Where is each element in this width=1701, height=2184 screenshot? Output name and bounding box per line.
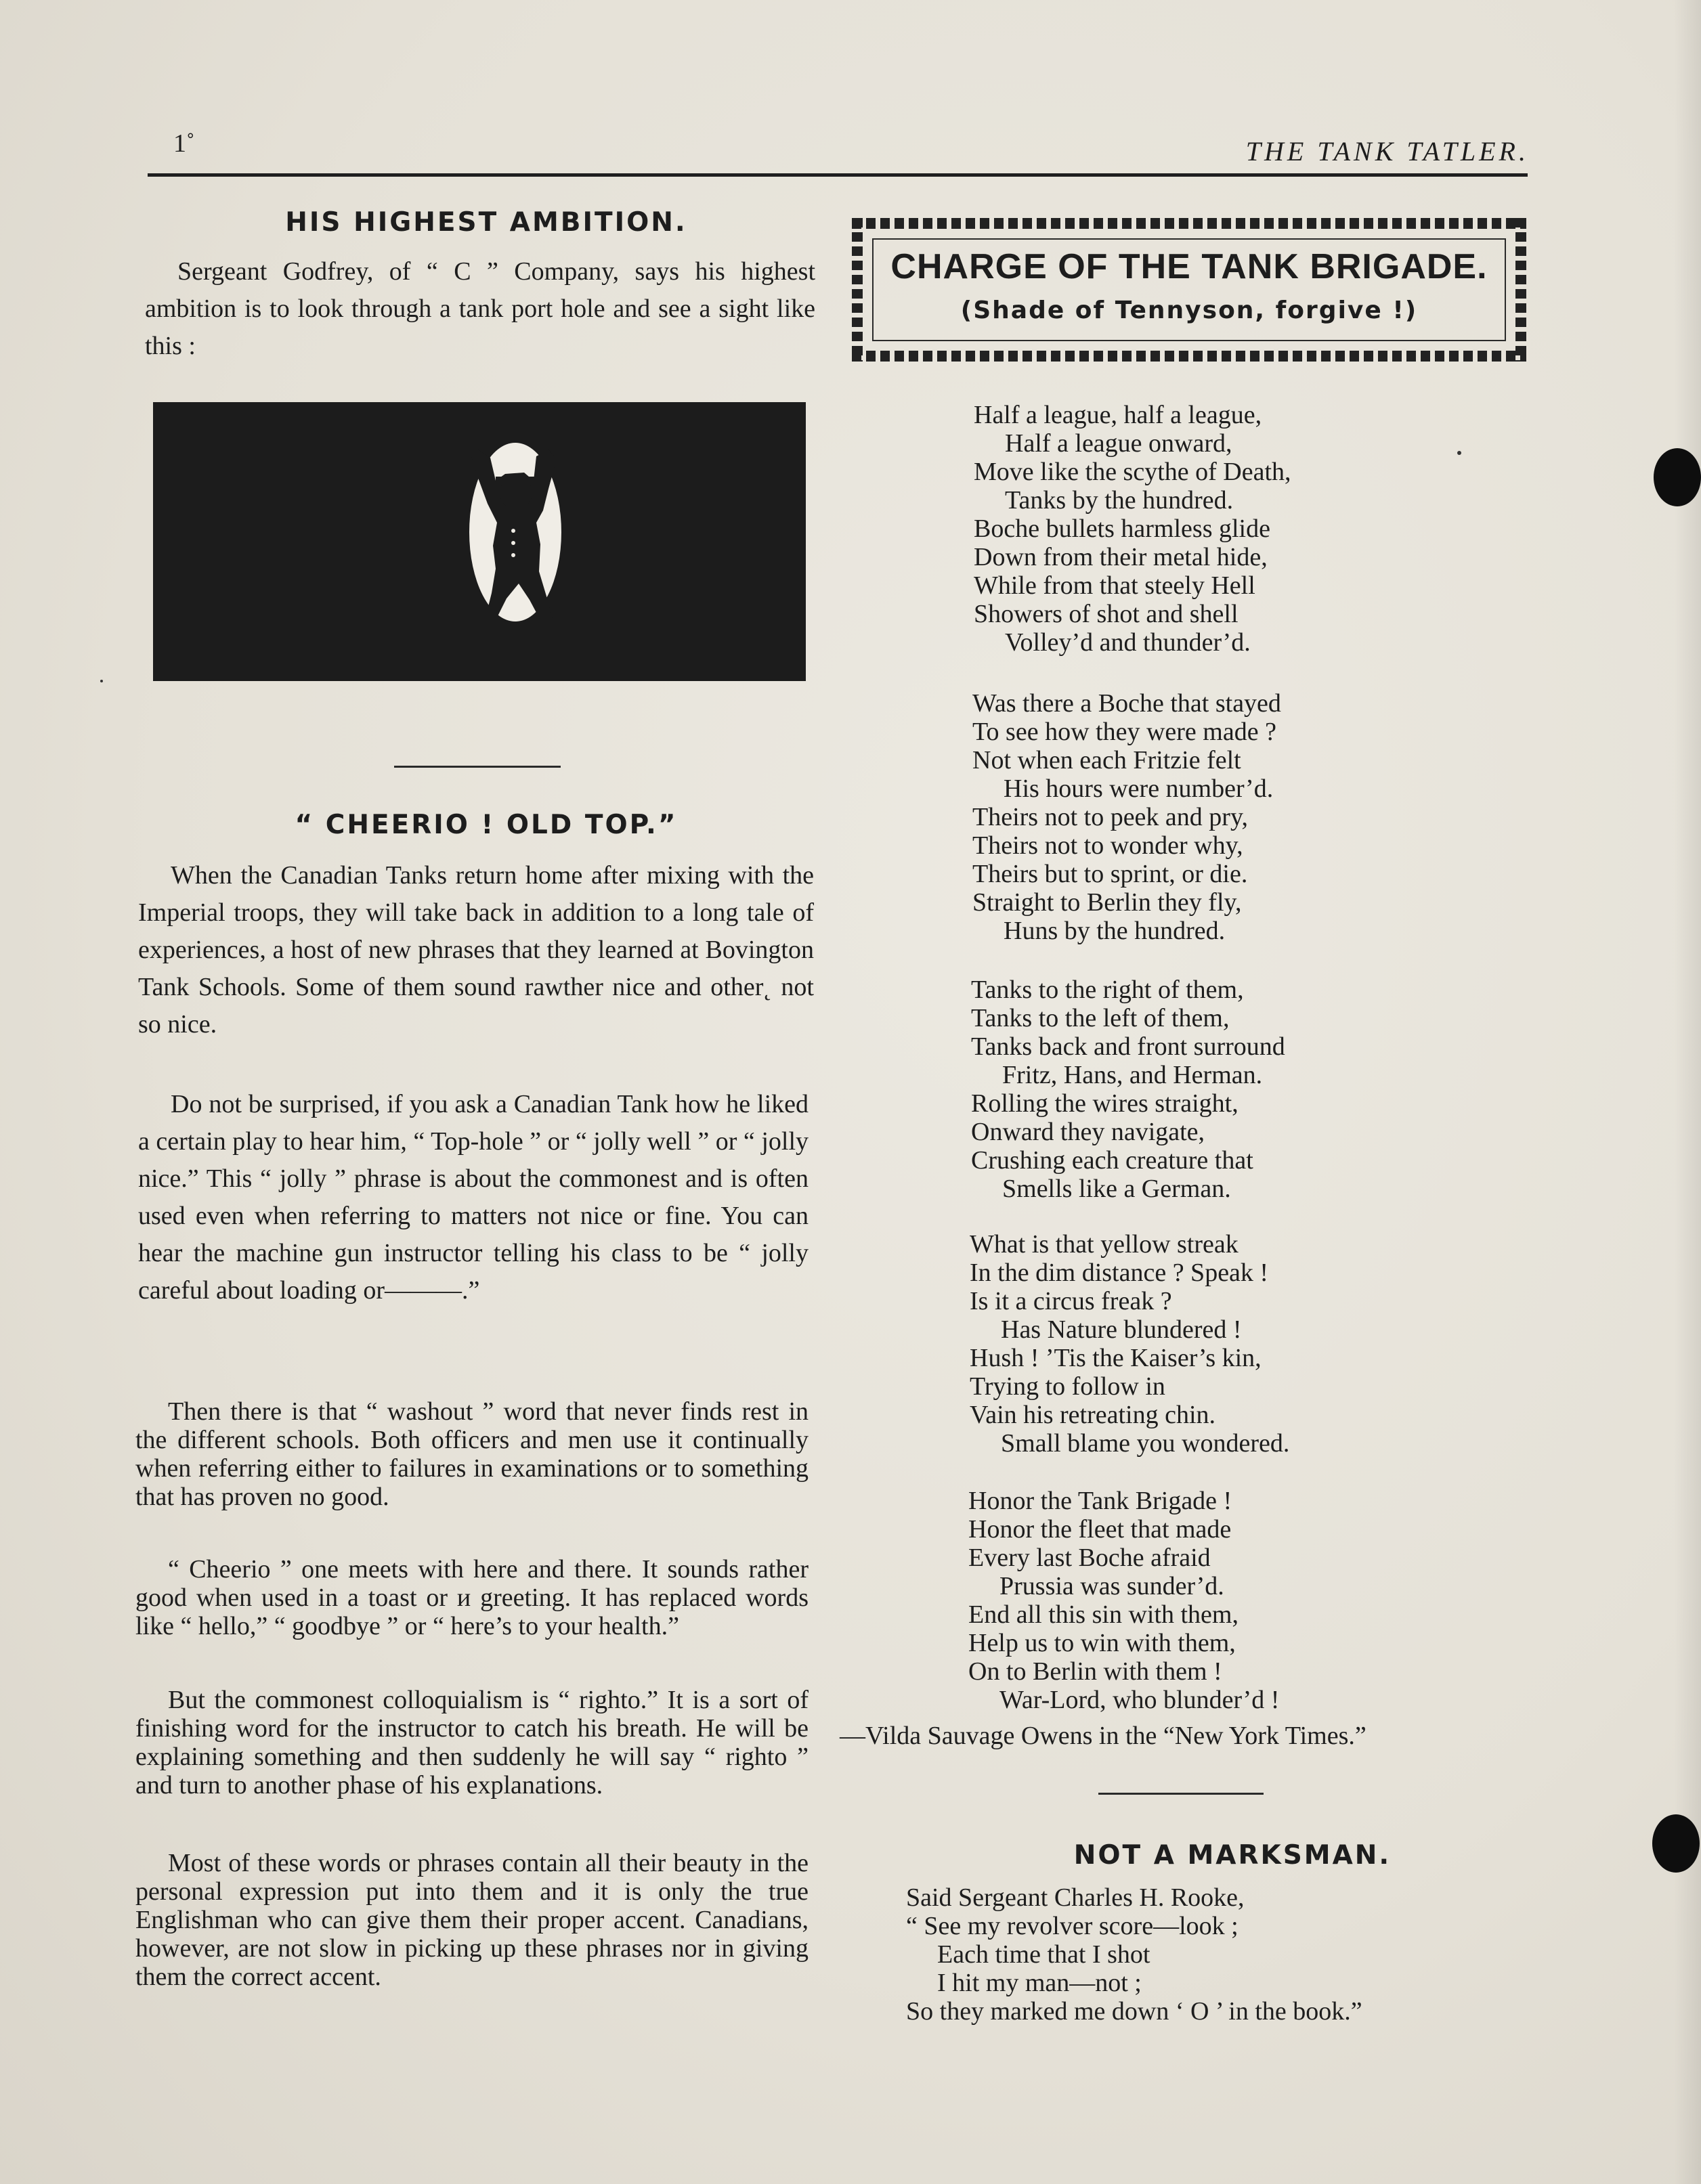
paragraph-text: When the Canadian Tanks return home after mixing with the Imperial troops, they will take back in addition to a long tale of experiences, a host of new phrases that they learned at Bovington Tank Schools. Some of them sound rawther nice and other˛ not so nice. [138,861,814,1039]
header-rule [148,173,1528,177]
section-divider [1098,1793,1264,1795]
paper-speck [100,680,103,682]
ambition-text: Sergeant Godfrey, of “ C ” Company, says his highest ambition is to look through a tank port hole and see a sight like this : [145,257,815,360]
poem-line: Has Nature blundered ! [1001,1315,1242,1344]
poem-line: Rolling the wires straight, [971,1089,1239,1118]
poem-line: Theirs not to peek and pry, [972,803,1248,831]
poem-line: Not when each Fritzie felt [972,746,1241,774]
poem-title-box [852,218,1526,362]
poem-line: His hours were number’d. [1004,774,1274,803]
poem-line: Tanks to the left of them, [971,1004,1230,1032]
poem-stanza [974,401,1291,657]
poem-subtitle: (Shade of Tennyson, forgive !) [960,297,1418,324]
poem-stanza [970,1230,1289,1458]
poem-line: While from that steely Hell [974,571,1255,600]
paragraph-text: Most of these words or phrases contain all their beauty in the personal expression put into them and it is only the true Englishman who can give them their proper accent. Canadians, however, are not slow in picking up these phrases nor in giving them the correct accent. [135,1849,809,1991]
verse-line: I hit my man—not ; [937,1969,1142,1997]
poem-line: On to Berlin with them ! [968,1657,1222,1686]
poem-attribution: —Vilda Sauvage Owens in the “New York Times.” [840,1722,1366,1750]
poem-line: Hush ! ’Tis the Kaiser’s kin, [970,1344,1262,1372]
poem-line: In the dim distance ? Speak ! [970,1259,1269,1287]
poem-stanza [972,689,1281,945]
poem-line: Crushing each creature that [971,1146,1253,1175]
poem-line: Volley’d and thunder’d. [1005,628,1251,657]
poem-title: CHARGE OF THE TANK BRIGADE. [890,247,1488,286]
poem-line: Onward they navigate, [971,1118,1205,1146]
cheerio-paragraph-1 [138,857,814,1043]
poem-line: Showers of shot and shell [974,600,1239,628]
poem-line: Prussia was sunder’d. [999,1572,1224,1600]
paragraph-text: But the commonest colloquialism is “ righto.” It is a sort of finishing word for the instructor to catch his breath. He will be explaining something and then suddenly he will say “ righto ” and turn to another phase of his explanations. [135,1686,809,1799]
poem-stanza [971,976,1285,1203]
poem-line: Help us to win with them, [968,1629,1236,1657]
cheerio-paragraph-3 [135,1397,809,1511]
poem-line: Down from their metal hide, [974,543,1268,571]
poem-line: Boche bullets harmless glide [974,515,1270,543]
poem-line: End all this sin with them, [968,1600,1239,1629]
poem-line: Straight to Berlin they fly, [972,888,1242,917]
running-head: THE TANK TATLER. [1245,136,1529,167]
paragraph-text: “ Cheerio ” one meets with here and there. It sounds rather good when used in a toast or и greeting. It has replaced words like “ hello,” “ goodbye ” or “ here’s to your health.” [135,1555,809,1640]
porthole-illustration [153,402,806,681]
binding-hole-lower [1652,1814,1700,1873]
cheerio-paragraph-5 [135,1686,809,1799]
poem-line: Was there a Boche that stayed [972,689,1281,718]
poem-line: What is that yellow streak [970,1230,1239,1259]
poem-line: Tanks to the right of them, [971,976,1244,1004]
marksman-heading: NOT A MARKSMAN. [1073,1840,1392,1871]
paper-speck [1457,451,1461,455]
poem-line: Theirs but to sprint, or die. [972,860,1248,888]
cheerio-paragraph-4 [135,1555,809,1640]
poem-stanza [968,1487,1279,1714]
binding-hole-upper [1654,448,1701,506]
poem-line: To see how they were made ? [972,718,1276,746]
poem-line: Half a league, half a league, [974,401,1262,429]
poem-line: Honor the fleet that made [968,1515,1232,1544]
paragraph-text: Then there is that “ washout ” word that never finds rest in the different schools. Both officers and men use it continually when referring either to failures in examinations or to something that has proven no good. [135,1397,809,1511]
cheerio-paragraph-6 [135,1849,809,1991]
verse-line: Said Sergeant Charles H. Rooke, [906,1883,1245,1912]
poem-line: Trying to follow in [970,1372,1165,1401]
poem-line: Smells like a German. [1002,1175,1231,1203]
page-number: 1˚ [173,129,195,158]
verse-line: So they marked me down ‘ O ’ in the book.” [906,1997,1362,2026]
poem-line: Move like the scythe of Death, [974,458,1291,486]
cheerio-heading: “ CHEERIO ! OLD TOP.” [295,810,678,840]
cheerio-paragraph-2 [138,1086,809,1309]
poem-line: Is it a circus freak ? [970,1287,1172,1315]
poem-line: Vain his retreating chin. [970,1401,1216,1429]
poem-line: Fritz, Hans, and Herman. [1002,1061,1263,1089]
section-divider [394,766,561,768]
ambition-heading: HIS HIGHEST AMBITION. [285,207,687,238]
ambition-paragraph [145,253,815,365]
poem-line: Half a league onward, [1005,429,1232,458]
verse-line: Each time that I shot [937,1940,1150,1969]
poem-line: Tanks by the hundred. [1005,486,1234,515]
poem-line: Theirs not to wonder why, [972,831,1243,860]
poem-line: War-Lord, who blunder’d ! [999,1686,1280,1714]
poem-line: Every last Boche afraid [968,1544,1211,1572]
poem-line: Huns by the hundred. [1004,917,1226,945]
poem-line: Small blame you wondered. [1001,1429,1290,1458]
marksman-verse [906,1883,1362,2026]
soldier-silhouette-graphic [153,402,806,681]
poem-line: Honor the Tank Brigade ! [968,1487,1232,1515]
poem-line: Tanks back and front surround [971,1032,1285,1061]
verse-line: “ See my revolver score—look ; [906,1912,1239,1940]
paragraph-text: Do not be surprised, if you ask a Canadian Tank how he liked a certain play to hear him, “ Top-hole ” or “ jolly well ” or “ jolly nice.” This “ jolly ” phrase is about the commonest and is often used even when referring to matters not nice or fine. You can hear the machine gun instructor telling his class to be “ jolly careful about loading or———.” [138,1090,809,1305]
